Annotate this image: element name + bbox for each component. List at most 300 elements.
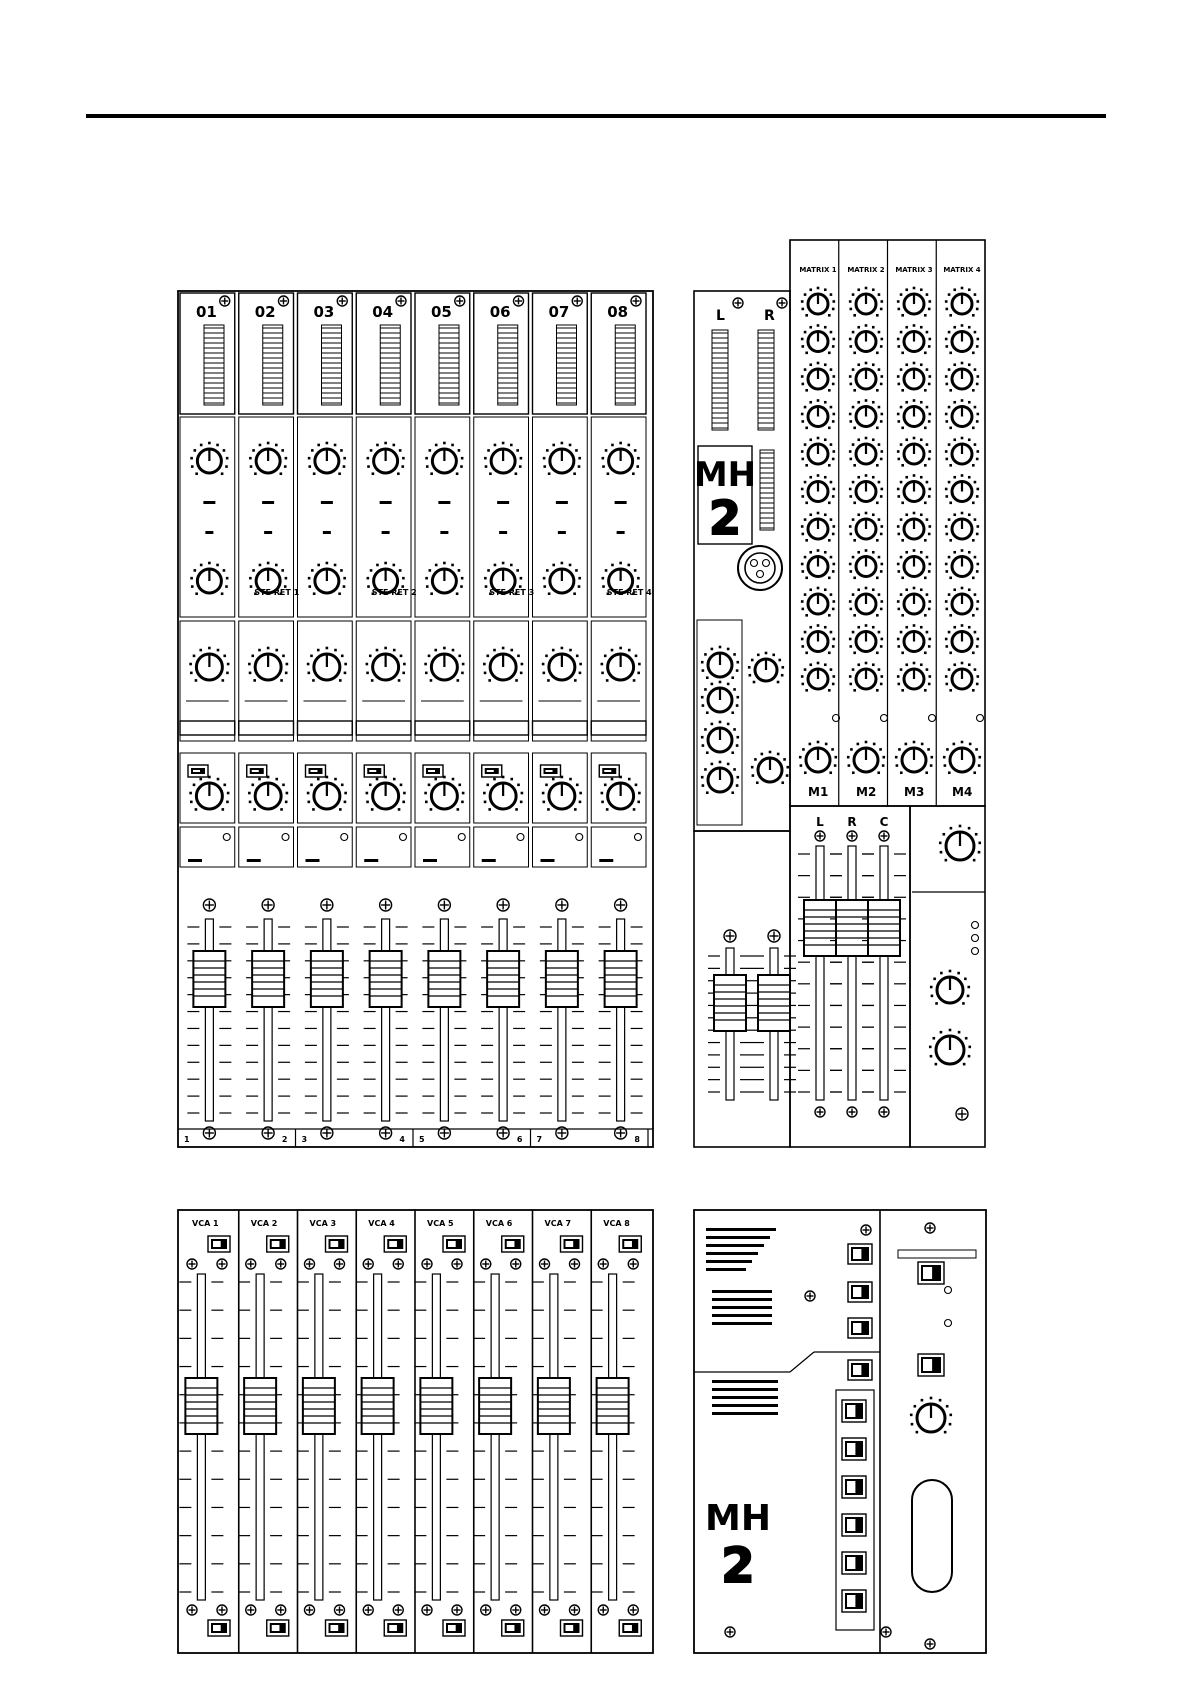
knob-scale-dot	[926, 443, 929, 446]
knob-scale-dot	[833, 338, 836, 341]
channel-fader[interactable]	[246, 919, 290, 1121]
channel-fader[interactable]	[364, 919, 408, 1121]
channel-fader[interactable]	[422, 919, 466, 1121]
knob-scale-dot	[384, 776, 387, 779]
knob-scale-dot	[727, 648, 730, 651]
pan-knob[interactable]	[542, 776, 582, 811]
knob-scale-dot	[853, 502, 856, 505]
master-fader[interactable]	[798, 846, 842, 1100]
level-meter	[758, 330, 774, 430]
bus-label: 6	[516, 1135, 523, 1144]
knob-scale-dot	[897, 675, 900, 678]
printed-legend	[599, 859, 613, 862]
knob-scale-dot	[801, 488, 804, 491]
led-indicator	[400, 834, 407, 841]
knob-scale-dot	[258, 649, 261, 652]
knob-scale-dot	[901, 577, 904, 580]
aux-send-knob[interactable]	[601, 647, 641, 682]
matrix-level-knob[interactable]	[945, 587, 979, 617]
knob-scale-dot	[849, 645, 852, 648]
button-lamp	[213, 1625, 221, 1631]
matrix-level-knob[interactable]	[945, 474, 979, 504]
matrix-master-knob[interactable]	[799, 741, 837, 774]
knob-scale-dot	[876, 652, 879, 655]
matrix-level-knob[interactable]	[945, 324, 979, 354]
matrix-level-knob[interactable]	[897, 474, 931, 504]
push-button[interactable]	[842, 1476, 866, 1498]
pan-knob[interactable]	[248, 776, 288, 811]
matrix-level-knob[interactable]	[945, 662, 979, 692]
knob-scale-dot	[976, 683, 979, 686]
matrix-level-knob[interactable]	[849, 287, 883, 317]
knob-scale-dot	[872, 363, 875, 366]
channel-number-label: 02	[254, 303, 276, 321]
knob-scale-dot	[424, 663, 427, 666]
push-button[interactable]	[306, 765, 326, 777]
fader-cap[interactable]	[597, 1378, 629, 1434]
knob-scale-dot	[948, 518, 951, 521]
matrix-level-knob[interactable]	[849, 549, 883, 579]
knob-scale-dot	[872, 513, 875, 516]
knob-scale-dot	[972, 577, 975, 580]
pan-knob[interactable]	[483, 776, 523, 811]
matrix-level-knob[interactable]	[801, 662, 835, 692]
fader-cap[interactable]	[758, 975, 790, 1031]
knob-scale-dot	[809, 363, 812, 366]
knob-scale-dot	[920, 626, 923, 629]
matrix-level-knob[interactable]	[801, 437, 835, 467]
knob-scale-dot	[569, 649, 572, 652]
screw-icon	[615, 899, 627, 911]
push-button[interactable]	[208, 1236, 230, 1252]
knob-scale-dot	[552, 778, 555, 781]
master-fader[interactable]	[830, 846, 874, 1100]
matrix-level-knob[interactable]	[849, 662, 883, 692]
push-button[interactable]	[918, 1262, 944, 1284]
led-indicator	[972, 948, 979, 955]
button-lamp	[428, 770, 435, 772]
rotary-knob[interactable]	[748, 652, 784, 684]
knob-scale-dot	[975, 748, 978, 751]
knob-scale-dot	[833, 638, 836, 641]
matrix-level-knob[interactable]	[849, 324, 883, 354]
knob-scale-dot	[852, 593, 855, 596]
matrix-level-knob[interactable]	[849, 399, 883, 429]
eq-knob[interactable]	[425, 562, 463, 595]
matrix-level-knob[interactable]	[897, 587, 931, 617]
push-button[interactable]	[502, 1620, 524, 1636]
push-button[interactable]	[848, 1318, 872, 1338]
button-lamp	[847, 1557, 855, 1569]
eq-knob[interactable]	[308, 562, 346, 595]
knob-scale-dot	[945, 638, 948, 641]
push-button[interactable]	[364, 765, 384, 777]
matrix-level-knob[interactable]	[849, 587, 883, 617]
aux-send-knob[interactable]	[542, 647, 582, 682]
led-indicator	[881, 715, 888, 722]
knob-scale-dot	[833, 600, 836, 603]
knob-scale-dot	[965, 1037, 968, 1040]
knob-scale-dot	[561, 442, 564, 445]
knob-scale-dot	[948, 556, 951, 559]
knob-scale-dot	[250, 585, 253, 588]
matrix-level-knob[interactable]	[945, 624, 979, 654]
vca-fader[interactable]	[297, 1274, 341, 1600]
knob-scale-dot	[853, 389, 856, 392]
knob-scale-dot	[865, 362, 868, 365]
push-button[interactable]	[267, 1620, 289, 1636]
knob-scale-dot	[275, 649, 278, 652]
knob-scale-dot	[972, 314, 975, 317]
push-button[interactable]	[842, 1438, 866, 1460]
knob-scale-dot	[515, 679, 518, 682]
knob-scale-dot	[857, 626, 860, 629]
fader-cap[interactable]	[420, 1378, 452, 1434]
knob-scale-dot	[897, 300, 900, 303]
push-button[interactable]	[599, 765, 619, 777]
knob-scale-dot	[343, 457, 346, 460]
fader-cap[interactable]	[538, 1378, 570, 1434]
vca-fader[interactable]	[238, 1274, 282, 1600]
pan-knob[interactable]	[601, 776, 641, 811]
matrix-level-knob[interactable]	[897, 662, 931, 692]
gain-knob[interactable]	[425, 442, 463, 475]
knob-scale-dot	[905, 476, 908, 479]
matrix-level-knob[interactable]	[849, 512, 883, 542]
level-meter	[498, 325, 518, 405]
gain-knob[interactable]	[249, 442, 287, 475]
eq-knob[interactable]	[190, 562, 228, 595]
return-fader[interactable]	[708, 948, 752, 1100]
matrix-level-knob[interactable]	[801, 512, 835, 542]
knob-scale-dot	[704, 768, 707, 771]
fader-cap[interactable]	[868, 900, 900, 956]
knob-scale-dot	[317, 649, 320, 652]
knob-scale-dot	[882, 764, 885, 767]
knob-scale-dot	[878, 556, 881, 559]
vca-master-level-knob[interactable]	[910, 1397, 952, 1434]
knob-scale-dot	[872, 438, 875, 441]
knob-scale-dot	[284, 465, 287, 468]
gain-knob[interactable]	[308, 442, 346, 475]
fader-slot	[499, 919, 507, 1121]
meter-label: R	[764, 308, 775, 324]
vca-strip-label: VCA 5	[427, 1219, 454, 1228]
matrix-level-knob[interactable]	[849, 624, 883, 654]
knob-scale-dot	[865, 587, 868, 590]
printed-legend	[499, 531, 507, 534]
screw-icon	[556, 899, 568, 911]
fader-cap[interactable]	[370, 951, 402, 1007]
knob-scale-dot	[402, 672, 405, 675]
button-lamp	[507, 1241, 515, 1247]
push-button[interactable]	[842, 1552, 866, 1574]
knob-scale-dot	[253, 679, 256, 682]
knob-scale-dot	[913, 362, 916, 365]
matrix-level-knob[interactable]	[897, 549, 931, 579]
knob-scale-dot	[959, 825, 962, 828]
knob-scale-dot	[517, 784, 520, 787]
fader-cap[interactable]	[362, 1378, 394, 1434]
aux-send-knob[interactable]	[366, 647, 406, 682]
knob-scale-dot	[817, 549, 820, 552]
fader-cap[interactable]	[193, 951, 225, 1007]
matrix-level-knob[interactable]	[897, 287, 931, 317]
matrix-level-knob[interactable]	[849, 437, 883, 467]
knob-scale-dot	[456, 592, 459, 595]
knob-scale-dot	[953, 551, 956, 554]
knob-scale-dot	[252, 569, 255, 572]
knob-scale-dot	[928, 533, 931, 536]
knob-scale-dot	[208, 562, 211, 565]
push-button[interactable]	[848, 1360, 872, 1380]
gain-knob[interactable]	[367, 442, 405, 475]
knob-scale-dot	[929, 525, 932, 528]
knob-scale-dot	[426, 585, 429, 588]
push-button[interactable]	[384, 1236, 406, 1252]
aux-send-knob[interactable]	[424, 647, 464, 682]
rotary-knob[interactable]	[701, 761, 739, 794]
matrix-level-knob[interactable]	[897, 512, 931, 542]
push-button[interactable]	[247, 765, 267, 777]
knob-scale-dot	[542, 663, 545, 666]
rotary-knob[interactable]	[701, 681, 739, 714]
vca-fader[interactable]	[532, 1274, 576, 1600]
fader-cap[interactable]	[487, 951, 519, 1007]
push-button[interactable]	[619, 1620, 641, 1636]
matrix-level-knob[interactable]	[801, 362, 835, 392]
knob-scale-dot	[824, 363, 827, 366]
knob-scale-dot	[510, 564, 513, 567]
led-indicator	[945, 1287, 952, 1294]
matrix-level-knob[interactable]	[897, 399, 931, 429]
knob-scale-dot	[897, 683, 900, 686]
monitor-level-knob[interactable]	[939, 825, 981, 862]
matrix-level-knob[interactable]	[801, 287, 835, 317]
knob-scale-dot	[900, 556, 903, 559]
knob-scale-dot	[606, 679, 609, 682]
knob-scale-dot	[939, 1399, 942, 1402]
matrix-level-knob[interactable]	[801, 474, 835, 504]
push-button[interactable]	[443, 1620, 465, 1636]
pan-knob[interactable]	[424, 776, 464, 811]
matrix-master-knob[interactable]	[943, 741, 981, 774]
matrix-level-knob[interactable]	[897, 362, 931, 392]
knob-scale-dot	[905, 438, 908, 441]
vca-fader[interactable]	[179, 1274, 223, 1600]
monitor-source-knob[interactable]	[929, 1029, 971, 1066]
aux-send-knob[interactable]	[483, 647, 523, 682]
knob-scale-dot	[638, 792, 641, 795]
knob-scale-dot	[458, 569, 461, 572]
knob-scale-dot	[962, 1002, 965, 1005]
knob-scale-dot	[897, 563, 900, 566]
push-button[interactable]	[561, 1620, 583, 1636]
push-button[interactable]	[502, 1236, 524, 1252]
knob-scale-dot	[701, 736, 704, 739]
matrix-level-knob[interactable]	[945, 549, 979, 579]
rotary-knob[interactable]	[751, 751, 789, 784]
screw-icon	[422, 1605, 432, 1615]
fader-cap[interactable]	[428, 951, 460, 1007]
fader-cap[interactable]	[714, 975, 746, 1031]
push-button[interactable]	[619, 1236, 641, 1252]
gain-knob[interactable]	[484, 442, 522, 475]
knob-scale-dot	[949, 539, 952, 542]
knob-scale-dot	[881, 375, 884, 378]
screw-icon	[514, 296, 524, 306]
knob-scale-dot	[897, 308, 900, 311]
push-button[interactable]	[326, 1236, 348, 1252]
matrix-level-knob[interactable]	[897, 324, 931, 354]
push-button[interactable]	[848, 1282, 872, 1302]
master-fader-label: R	[847, 815, 857, 829]
push-button[interactable]	[541, 765, 561, 777]
master-fader[interactable]	[862, 846, 906, 1100]
pan-knob[interactable]	[189, 776, 229, 811]
fader-cap[interactable]	[311, 951, 343, 1007]
push-button[interactable]	[326, 1620, 348, 1636]
knob-scale-dot	[281, 569, 284, 572]
push-button[interactable]	[443, 1236, 465, 1252]
gain-knob[interactable]	[543, 442, 581, 475]
screw-icon	[925, 1223, 935, 1233]
button-lamp	[369, 770, 376, 772]
push-button[interactable]	[482, 765, 502, 777]
fader-cap[interactable]	[303, 1378, 335, 1434]
push-button[interactable]	[842, 1590, 866, 1612]
knob-scale-dot	[968, 551, 971, 554]
pan-knob[interactable]	[366, 776, 406, 811]
gain-knob[interactable]	[602, 442, 640, 475]
knob-scale-dot	[924, 464, 927, 467]
push-button[interactable]	[842, 1514, 866, 1536]
vca-fader[interactable]	[591, 1274, 635, 1600]
fader-cap[interactable]	[546, 951, 578, 1007]
push-button[interactable]	[208, 1620, 230, 1636]
matrix-level-knob[interactable]	[849, 362, 883, 392]
knob-scale-dot	[828, 614, 831, 617]
phones-knob[interactable]	[930, 970, 970, 1005]
matrix-level-knob[interactable]	[801, 399, 835, 429]
aux-send-knob[interactable]	[307, 647, 347, 682]
push-button[interactable]	[188, 765, 208, 777]
push-button[interactable]	[848, 1244, 872, 1264]
aux-send-knob[interactable]	[189, 647, 229, 682]
fader-cap[interactable]	[605, 951, 637, 1007]
knob-scale-dot	[488, 679, 491, 682]
fader-cap[interactable]	[836, 900, 868, 956]
fader-cap[interactable]	[479, 1378, 511, 1434]
push-button[interactable]	[423, 765, 443, 777]
channel-fader[interactable]	[481, 919, 525, 1121]
screw-icon	[847, 1107, 857, 1117]
fader-cap[interactable]	[185, 1378, 217, 1434]
vca-fader[interactable]	[473, 1274, 517, 1600]
matrix-level-knob[interactable]	[945, 399, 979, 429]
knob-scale-dot	[926, 481, 929, 484]
matrix-level-knob[interactable]	[897, 437, 931, 467]
knob-scale-dot	[307, 792, 310, 795]
fader-cap[interactable]	[244, 1378, 276, 1434]
knob-scale-dot	[275, 444, 278, 447]
matrix-level-knob[interactable]	[801, 587, 835, 617]
matrix-label: MATRIX 1	[799, 266, 837, 274]
push-button[interactable]	[561, 1236, 583, 1252]
channel-fader[interactable]	[187, 919, 231, 1121]
knob-scale-dot	[972, 352, 975, 355]
push-button[interactable]	[842, 1400, 866, 1422]
matrix-level-knob[interactable]	[801, 624, 835, 654]
knob-scale-dot	[931, 995, 934, 998]
matrix-level-knob[interactable]	[801, 324, 835, 354]
fader-cap[interactable]	[804, 900, 836, 956]
channel-fader[interactable]	[305, 919, 349, 1121]
screw-icon	[540, 1259, 550, 1269]
knob-scale-dot	[401, 465, 404, 468]
gain-knob[interactable]	[190, 442, 228, 475]
screw-icon	[187, 1259, 197, 1269]
button-lamp	[604, 770, 611, 772]
rotary-knob[interactable]	[701, 646, 739, 679]
pan-knob[interactable]	[307, 776, 347, 811]
level-meter	[712, 330, 728, 430]
knob-scale-dot	[711, 763, 714, 766]
knob-scale-dot	[961, 362, 964, 365]
matrix-level-knob[interactable]	[897, 624, 931, 654]
channel-number-label: 08	[607, 303, 629, 321]
vca-fader[interactable]	[356, 1274, 400, 1600]
vca-fader[interactable]	[414, 1274, 458, 1600]
channel-fader[interactable]	[540, 919, 584, 1121]
led-indicator	[945, 1320, 952, 1327]
knob-scale-dot	[878, 631, 881, 634]
eq-knob[interactable]	[543, 562, 581, 595]
aux-send-knob[interactable]	[248, 647, 288, 682]
matrix-master-knob[interactable]	[847, 741, 885, 774]
matrix-master-knob[interactable]	[895, 741, 933, 774]
screw-icon	[925, 1639, 935, 1649]
matrix-level-knob[interactable]	[945, 437, 979, 467]
channel-fader[interactable]	[599, 919, 643, 1121]
fader-slot	[374, 1274, 382, 1600]
knob-scale-dot	[872, 551, 875, 554]
knob-scale-dot	[781, 674, 784, 677]
knob-scale-dot	[857, 438, 860, 441]
channel-number-label: 05	[431, 303, 452, 321]
screw-icon	[217, 1259, 227, 1269]
push-button[interactable]	[918, 1354, 944, 1376]
knob-scale-dot	[326, 562, 329, 565]
knob-scale-dot	[924, 689, 927, 692]
rotary-knob[interactable]	[701, 721, 739, 754]
push-button[interactable]	[384, 1620, 406, 1636]
knob-scale-dot	[852, 631, 855, 634]
push-button[interactable]	[267, 1236, 289, 1252]
knob-scale-dot	[334, 564, 337, 567]
fader-cap[interactable]	[252, 951, 284, 1007]
knob-scale-dot	[569, 564, 572, 567]
knob-scale-dot	[334, 778, 337, 781]
matrix-level-knob[interactable]	[945, 362, 979, 392]
matrix-level-knob[interactable]	[801, 549, 835, 579]
matrix-level-knob[interactable]	[945, 287, 979, 317]
knob-scale-dot	[434, 649, 437, 652]
knob-scale-dot	[252, 449, 255, 452]
fader-slot	[323, 919, 331, 1121]
matrix-level-knob[interactable]	[849, 474, 883, 504]
matrix-level-knob[interactable]	[945, 512, 979, 542]
